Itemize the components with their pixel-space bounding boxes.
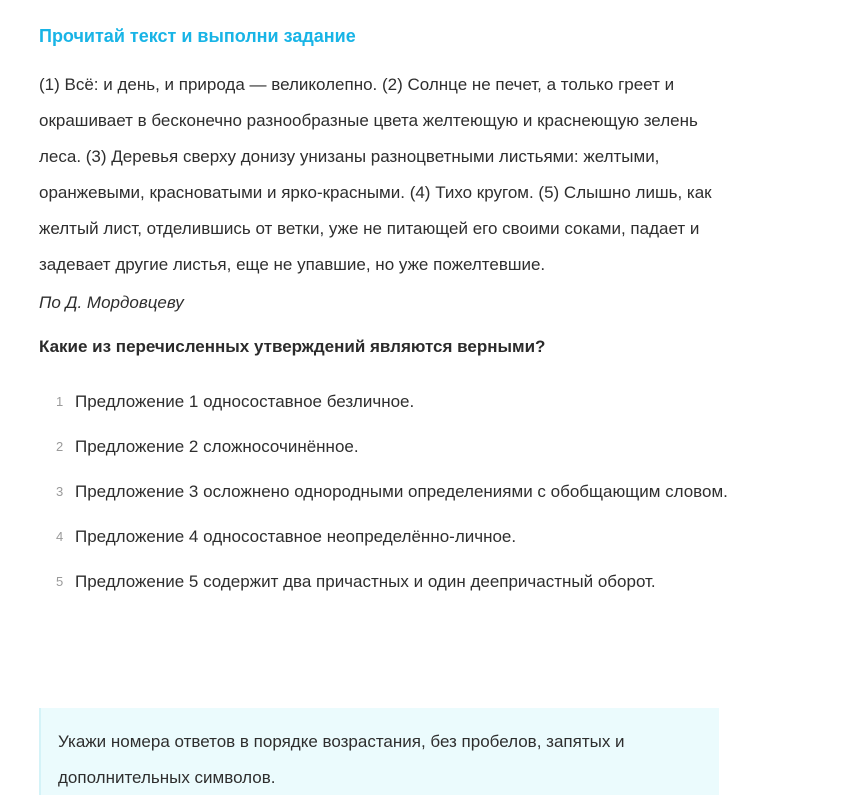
statement-text: Предложение 3 осложнено однородными определениями с обобщающим словом. — [75, 482, 728, 501]
statement-item — [39, 429, 729, 465]
statement-text: Предложение 2 сложносочинённое. — [75, 437, 359, 456]
statement-number: 2 — [56, 439, 64, 454]
statement-text: Предложение 5 содержит два причастных и один деепричастный оборот. — [75, 572, 656, 591]
task-content — [39, 22, 729, 609]
statement-number: 3 — [56, 484, 64, 499]
passage-author: По Д. Мордовцеву — [39, 293, 184, 312]
statement-text: Предложение 4 односоставное неопределённо-личное. — [75, 527, 517, 546]
answer-hint-text: Укажи номера ответов в порядке возрастания, без пробелов, запятых и дополнительных символов. — [58, 732, 625, 787]
statement-text: Предложение 1 односоставное безличное. — [75, 392, 415, 411]
statement-number: 1 — [56, 394, 64, 409]
statement-list — [39, 384, 729, 600]
answer-hint-box — [39, 708, 719, 795]
reading-passage: (1) Всё: и день, и природа — великолепно. (2) Солнце не печет, а только греет и окрашивает в бесконечно разнообразные цвета желтеющую и краснеющую зелень леса. (3) Деревья сверху донизу унизаны разноцветными листьями: желтыми, оранжевыми, красноватыми и ярко-красными. (4) Тихо кругом. (5) Слышно лишь, как желтый лист, отделившись от ветки, уже не питающей его своими соками, падает и задевает другие листья, еще не упавшие, но уже пожелтевшие. — [39, 75, 712, 274]
statement-item — [39, 474, 729, 510]
statement-number: 5 — [56, 574, 64, 589]
statement-item — [39, 564, 729, 600]
statement-number: 4 — [56, 529, 64, 544]
task-title: Прочитай текст и выполни задание — [39, 26, 356, 46]
statement-item — [39, 519, 729, 555]
question-text: Какие из перечисленных утверждений являются верными? — [39, 337, 546, 356]
statement-item — [39, 384, 729, 420]
